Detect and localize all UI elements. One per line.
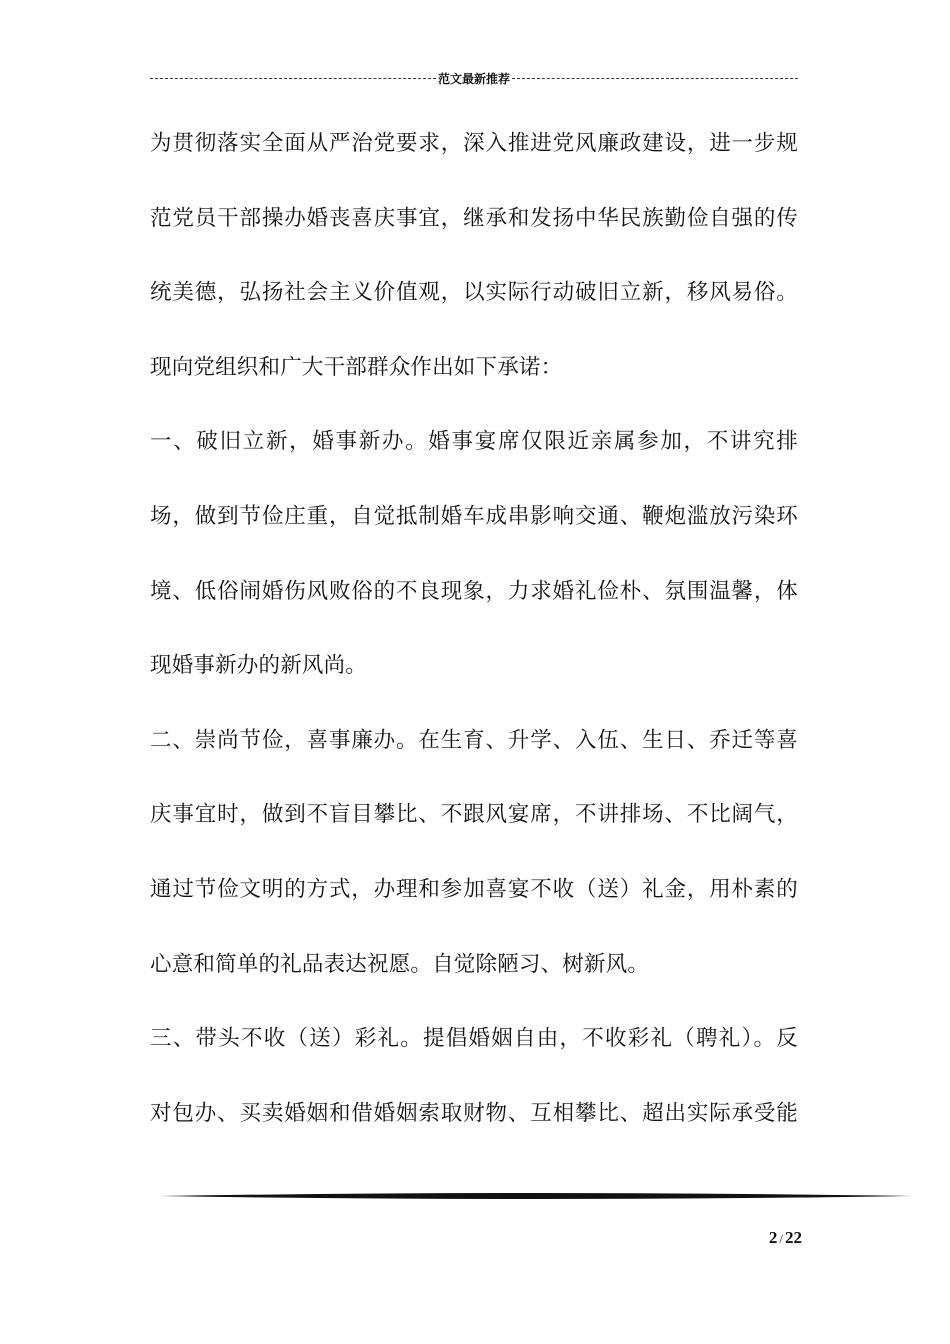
body-line: 现向党组织和广大干部群众作出如下承诺： xyxy=(150,354,563,380)
body-line: 现婚事新办的新风尚。 xyxy=(150,653,368,679)
header-dash-right xyxy=(512,78,798,79)
body-line: 为贯彻落实全面从严治党要求，深入推进党风廉政建设，进一步规 xyxy=(150,131,798,156)
document-body xyxy=(150,118,810,1162)
page-separator: / xyxy=(779,1231,783,1246)
body-line: 对包办、买卖婚姻和借婚姻索取财物、互相攀比、超出实际承受能 xyxy=(150,1100,798,1126)
body-line: 三、带头不收（送）彩礼。提倡婚姻自由，不收彩礼（聘礼）。反 xyxy=(150,1026,798,1052)
page-number xyxy=(769,1228,802,1248)
body-line: 范党员干部操办婚丧喜庆事宜，继承和发扬中华民族勤俭自强的传 xyxy=(150,205,798,231)
body-line: 一、破旧立新，婚事新办。婚事宴席仅限近亲属参加，不讲究排 xyxy=(150,429,798,455)
body-line: 通过节俭文明的方式，办理和参加喜宴不收（送）礼金，用朴素的 xyxy=(150,876,798,902)
body-line: 二、崇尚节俭，喜事廉办。在生育、升学、入伍、生日、乔迁等喜 xyxy=(150,727,798,753)
body-line: 心意和简单的礼品表达祝愿。自觉除陋习、树新风。 xyxy=(150,951,650,977)
page-header xyxy=(150,68,798,88)
header-title: 范文最新推荐 xyxy=(438,71,511,86)
page-current: 2 xyxy=(768,1228,778,1247)
header-dash-left xyxy=(150,78,436,79)
body-line: 庆事宜时，做到不盲目攀比、不跟风宴席，不讲排场、不比阔气， xyxy=(150,802,798,828)
body-line: 统美德，弘扬社会主义价值观，以实际行动破旧立新，移风易俗。 xyxy=(150,280,798,306)
body-line: 境、低俗闹婚伤风败俗的不良现象，力求婚礼俭朴、氛围温馨，体 xyxy=(150,578,798,604)
body-line: 场，做到节俭庄重，自觉抵制婚车成串影响交通、鞭炮滥放污染环 xyxy=(150,503,798,529)
footer-divider xyxy=(160,1192,912,1200)
page-total: 22 xyxy=(785,1228,802,1247)
